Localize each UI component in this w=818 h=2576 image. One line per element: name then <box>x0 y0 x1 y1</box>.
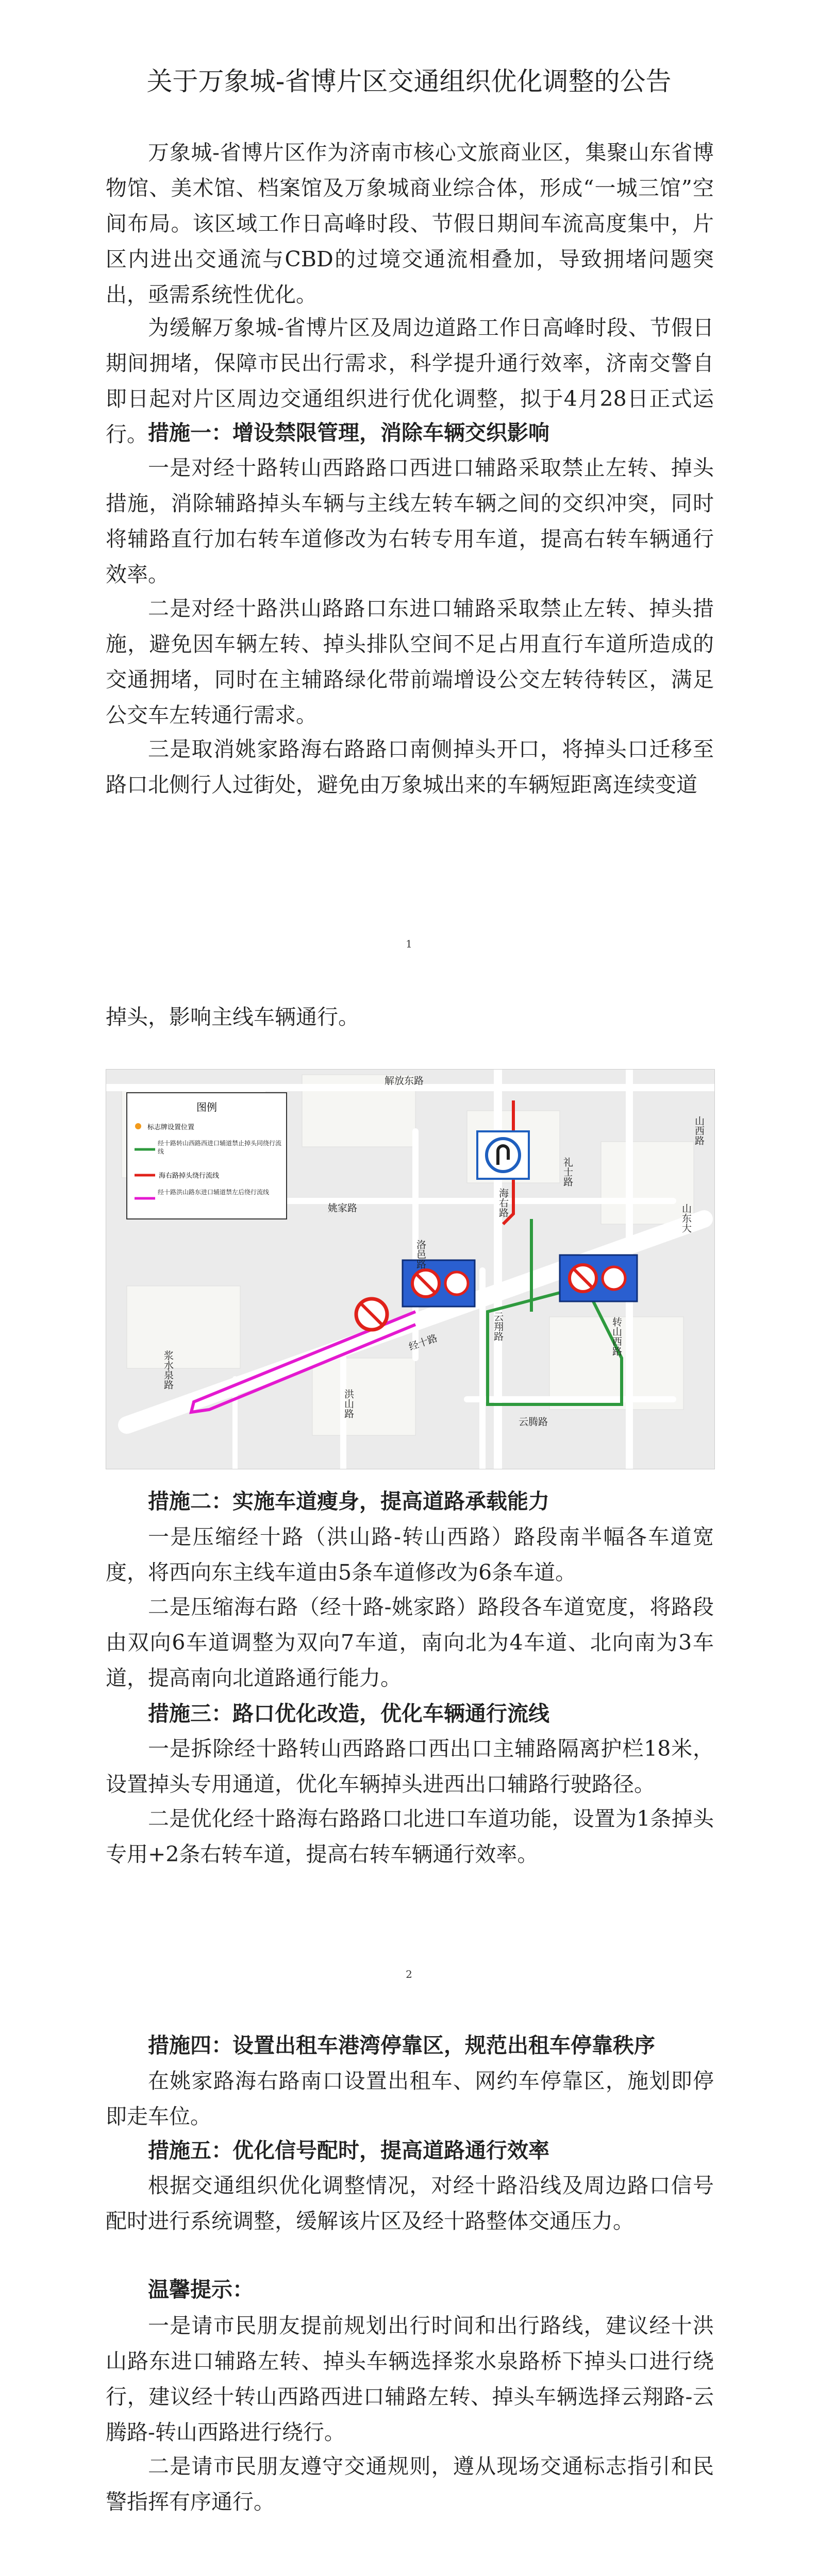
measure-1-item-3-continued: 掉头，影响主线车辆通行。 <box>106 1005 359 1029</box>
road-label-lishi: 礼士路 <box>562 1157 573 1187</box>
road-label-jiangshuiquan: 浆水泉路 <box>162 1350 174 1389</box>
intro-paragraph-1: 万象城-省博片区作为济南市核心文旅商业区，集聚山东省博物馆、美术馆、档案馆及万象城商业综合体，形成“一城三馆”空间布局。该区域工作日高峰时段、节假日期间车流高度集中，片区内进出交通流与CBD的过境交通流相叠加，导致拥堵问题突出，亟需系统性优化。 <box>106 140 714 307</box>
road-label-shandongda: 山东大 <box>680 1204 692 1233</box>
measure-1-item-2: 二是对经十路洪山路路口东进口辅路采取禁止左转、掉头措施，避免因车辆左转、掉头排队空间不足占用直行车道所造成的交通拥堵，同时在主辅路绿化带前端增设公交左转待转区，满足公交车左转通行需求。 <box>106 596 714 727</box>
tips-item-2: 二是请市民朋友遵守交通规则，遵从现场交通标志指引和民警指挥有序通行。 <box>106 2454 714 2514</box>
road-label-zhuanshanxi: 转山西路 <box>611 1317 622 1356</box>
road-label-luoyi: 洛邑路 <box>415 1240 426 1269</box>
measure-3-item-1: 一是拆除经十路转山西路路口西出口主辅路隔离护栏18米，设置掉头专用通道，优化车辆掉头进西出口辅路行驶路径。 <box>106 1736 714 1797</box>
road-label-shanxi: 山西路 <box>693 1116 705 1145</box>
legend-item-red: 海右路掉头绕行流线 <box>159 1172 220 1180</box>
page-number-1: 1 <box>406 938 412 950</box>
road-label-hongshan: 洪山路 <box>343 1389 354 1418</box>
road-label-jiefang: 解放东路 <box>385 1075 424 1087</box>
road-label-yunteng: 云腾路 <box>519 1416 548 1428</box>
legend-item-magenta: 经十路洪山路东进口辅道禁左后绕行流线 <box>158 1189 270 1196</box>
measure-2-item-2: 二是压缩海右路（经十路-姚家路）路段各车道宽度，将路段由双向6车道调整为双向7车道，南向北为4车道、北向南为3车道，提高南向北道路通行能力。 <box>106 1595 714 1690</box>
intro-paragraph-2: 为缓解万象城-省博片区及周边道路工作日高峰时段、节假日期间拥堵，保障市民出行需求，科学提升通行效率，济南交警自即日起对片区周边交通组织进行优化调整，拟于4月28日正式运行。 <box>106 315 714 447</box>
page-number-2: 2 <box>406 1968 412 1980</box>
tips-item-1: 一是请市民朋友提前规划出行时间和出行路线，建议经十洪山路东进口辅路左转、掉头车辆选择浆水泉路桥下掉头口进行绕行，建议经十转山西路西进口辅路左转、掉头车辆选择云翔路-云腾路-转山西路进行绕行。 <box>106 2313 714 2445</box>
tips-heading: 温馨提示： <box>148 2277 254 2302</box>
measure-5-item-1: 根据交通组织优化调整情况，对经十路沿线及周边路口信号配时进行系统调整，缓解该片区及经十路整体交通压力。 <box>106 2173 714 2233</box>
measure-2-heading: 措施二：实施车道瘦身，提高道路承载能力 <box>148 1489 549 1514</box>
no-left-turn-sign-east <box>560 1255 637 1301</box>
measure-1-item-3: 三是取消姚家路海右路路口南侧掉头开口，将掉头口迁移至路口北侧行人过街处，避免由万象城出来的车辆短距离连续变道 <box>106 737 714 797</box>
legend-item-green: 经十路转山西路西进口辅道禁止掉头同绕行流线 <box>158 1140 281 1155</box>
road-label-haiyou: 海右路 <box>497 1188 509 1217</box>
legend-box <box>127 1093 287 1219</box>
road-label-yunxiang: 云翔路 <box>492 1312 504 1341</box>
legend-title: 图例 <box>196 1101 217 1113</box>
measure-3-item-2: 二是优化经十路海右路路口北进口车道功能，设置为1条掉头专用+2条右转车道，提高右转车辆通行效率。 <box>106 1806 714 1867</box>
no-uturn-sign-north <box>477 1131 529 1179</box>
no-left-turn-sign-center <box>403 1260 475 1307</box>
road-label-jingshi: 经十路 <box>407 1332 439 1353</box>
measure-1-heading: 措施一：增设禁限管理，消除车辆交织影响 <box>148 420 549 445</box>
road-label-yaojia: 姚家路 <box>328 1202 358 1214</box>
measure-5-heading: 措施五：优化信号配时，提高道路通行效率 <box>148 2138 549 2163</box>
page-title: 关于万象城-省博片区交通组织优化调整的公告 <box>146 66 672 96</box>
measure-1-item-1: 一是对经十路转山西路路口西进口辅路采取禁止左转、掉头措施，消除辅路掉头车辆与主线左转车辆之间的交织冲突，同时将辅路直行加右转车道修改为右转专用车道，提高右转车辆通行效率。 <box>106 455 714 587</box>
measure-2-item-1: 一是压缩经十路（洪山路-转山西路）路段南半幅各车道宽度，将西向东主线车道由5条车道修改为6条车道。 <box>106 1524 714 1585</box>
measure-3-heading: 措施三：路口优化改造，优化车辆通行流线 <box>148 1701 549 1726</box>
sign-location-icon <box>135 1123 141 1129</box>
no-uturn-sign-west <box>356 1299 387 1330</box>
legend-item-sign: 标志牌设置位置 <box>147 1124 195 1131</box>
measure-4-item-1: 在姚家路海右路南口设置出租车、网约车停靠区，施划即停即走车位。 <box>106 2069 714 2129</box>
traffic-map <box>106 1069 715 1469</box>
measure-4-heading: 措施四：设置出租车港湾停靠区，规范出租车停靠秩序 <box>148 2033 655 2058</box>
